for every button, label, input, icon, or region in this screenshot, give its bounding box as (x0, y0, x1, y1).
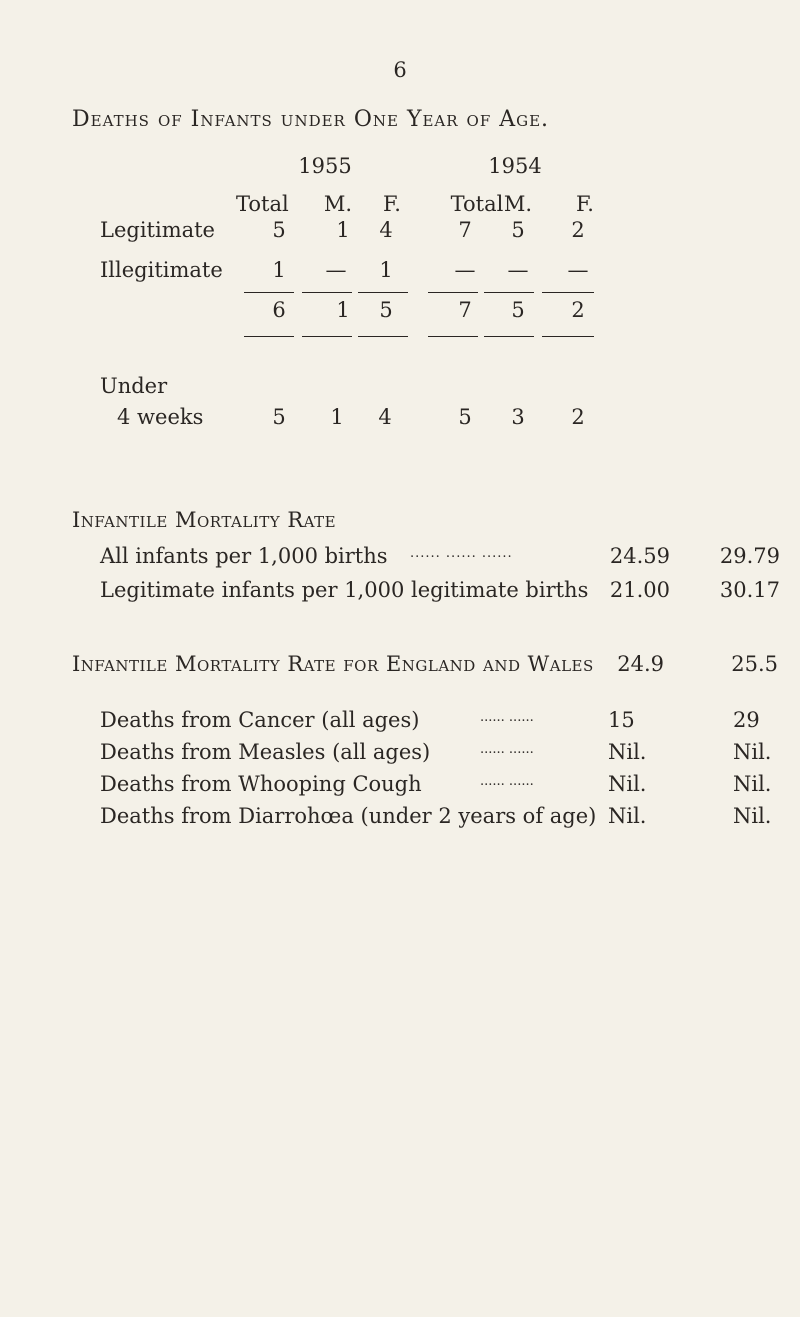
imr-value-1955: 24.59 (609, 544, 670, 568)
year-header-1955: 1955 (298, 154, 352, 178)
sum-rule (428, 292, 478, 293)
page-number: 6 (393, 58, 407, 82)
col-header-m-1955: M. (323, 192, 353, 216)
under-4-weeks-label: 4 weeks (117, 405, 204, 429)
total-cell: 6 (272, 298, 286, 322)
leader-dots: ...... ...... ...... (410, 546, 513, 561)
ew-value-1955: 24.9 (617, 652, 664, 676)
table-cell: 1 (272, 258, 286, 282)
deaths-value-1955: 15 (608, 708, 635, 732)
table-cell: 4 (379, 218, 393, 242)
page-title: Deaths of Infants under One Year of Age. (72, 107, 550, 132)
leader-dots: ...... ...... (480, 710, 534, 725)
table-cell: 1 (336, 218, 350, 242)
sum-rule (484, 336, 534, 337)
imr-heading: Infantile Mortality Rate (72, 508, 337, 532)
total-cell: 5 (379, 298, 393, 322)
ew-value-1954: 25.5 (731, 652, 778, 676)
sum-rule (358, 292, 408, 293)
leader-dots: ...... ...... (480, 742, 534, 757)
ew-heading: Infantile Mortality Rate for England and Wales (72, 652, 594, 676)
under-label: Under (100, 374, 168, 398)
table-cell: 2 (571, 218, 585, 242)
deaths-row-label: Deaths from Whooping Cough (100, 772, 422, 796)
row-label-illegitimate: Illegitimate (100, 258, 223, 282)
table-cell: — (325, 258, 347, 282)
deaths-row-label: Deaths from Cancer (all ages) (100, 708, 420, 732)
sum-rule (244, 292, 294, 293)
total-cell: 5 (511, 298, 525, 322)
table-cell: 5 (511, 218, 525, 242)
total-cell: 7 (458, 298, 472, 322)
year-header-1954: 1954 (488, 154, 542, 178)
table-cell: 2 (571, 405, 585, 429)
col-header-total-1955: Total (236, 192, 289, 216)
total-cell: 2 (571, 298, 585, 322)
deaths-value-1955: Nil. (608, 740, 647, 764)
table-cell: — (454, 258, 476, 282)
col-header-total-1954: Total (450, 192, 504, 216)
deaths-value-1954: 29 (733, 708, 760, 732)
col-header-f-1954: F. (576, 192, 594, 216)
leader-dots: ...... ...... (480, 774, 534, 789)
table-cell: — (567, 258, 589, 282)
table-cell: — (507, 258, 529, 282)
table-cell: 1 (379, 258, 393, 282)
sum-rule (484, 292, 534, 293)
imr-row-label: Legitimate infants per 1,000 legitimate births (100, 578, 589, 602)
deaths-value-1955: Nil. (608, 804, 647, 828)
table-cell: 4 (378, 405, 392, 429)
deaths-value-1954: Nil. (733, 804, 772, 828)
col-header-f-1955: F. (383, 192, 401, 216)
sum-rule (302, 336, 352, 337)
imr-row-label: All infants per 1,000 births (100, 544, 388, 568)
deaths-value-1955: Nil. (608, 772, 647, 796)
imr-value-1954: 29.79 (719, 544, 780, 568)
deaths-value-1954: Nil. (733, 772, 772, 796)
sum-rule (542, 292, 594, 293)
deaths-row-label: Deaths from Diarrohœa (under 2 years of age) (100, 804, 597, 828)
sum-rule (358, 336, 408, 337)
imr-value-1954: 30.17 (719, 578, 780, 602)
sum-rule (302, 292, 352, 293)
sum-rule (428, 336, 478, 337)
row-label-legitimate: Legitimate (100, 218, 215, 242)
table-cell: 5 (272, 218, 286, 242)
deaths-value-1954: Nil. (733, 740, 772, 764)
table-cell: 7 (458, 218, 472, 242)
table-cell: 1 (330, 405, 344, 429)
table-cell: 5 (272, 405, 286, 429)
sum-rule (542, 336, 594, 337)
table-cell: 3 (511, 405, 525, 429)
deaths-row-label: Deaths from Measles (all ages) (100, 740, 431, 764)
col-header-m-1954: M. (503, 192, 533, 216)
sum-rule (244, 336, 294, 337)
total-cell: 1 (336, 298, 350, 322)
table-cell: 5 (458, 405, 472, 429)
imr-value-1955: 21.00 (609, 578, 670, 602)
